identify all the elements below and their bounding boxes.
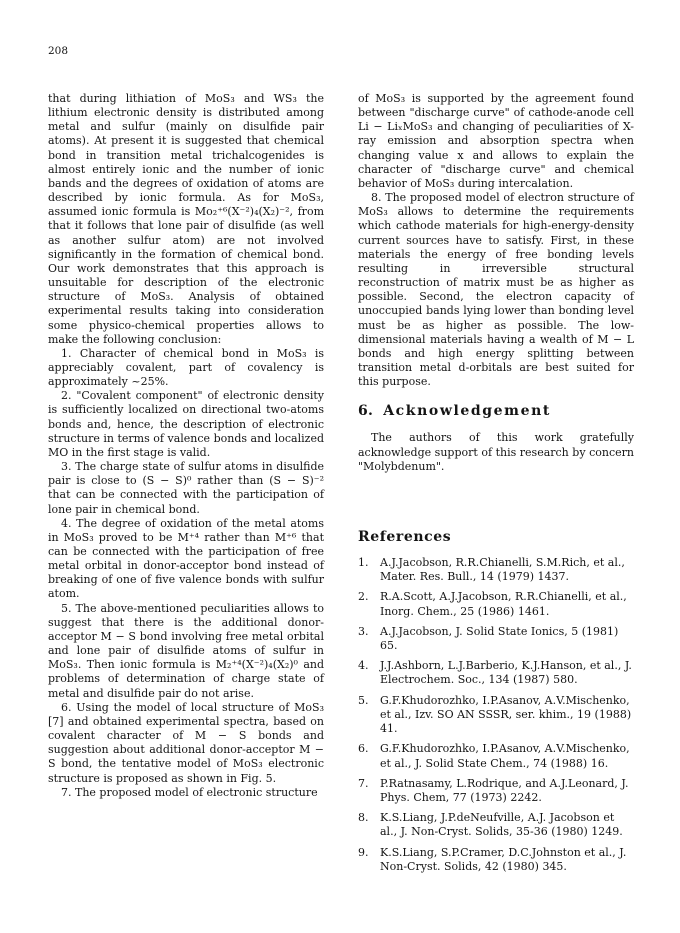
conclusion-item: 5. The above-mentioned peculiarities allows to suggest that there is the additional donor-acceptor M − S bond involving free metal orbital and lone pair of disulfide atoms of sulfur in MoS₃. Then ionic formula is M₂⁺⁴(X⁻²)₄(X₂)⁰ and problems of determination of charge state of metal and disulfide pair do not arise. <box>48 601 324 700</box>
reference-item <box>358 625 634 653</box>
reference-number: 6. <box>358 742 369 756</box>
right-column <box>358 92 634 880</box>
page-number: 208 <box>48 45 69 57</box>
reference-text: G.F.Khudorozhko, I.P.Asanov, A.V.Mischenko, et al., Izv. SO AN SSSR, ser. khim., 19 (1988) 41. <box>380 693 632 736</box>
reference-text: J.J.Ashborn, L.J.Barberio, K.J.Hanson, et al., J. Electrochem. Soc., 134 (1987) 580. <box>380 659 632 687</box>
reference-item <box>358 556 634 584</box>
acknowledgement-heading <box>358 404 634 418</box>
reference-number: 9. <box>358 845 369 859</box>
reference-item <box>358 846 634 874</box>
references-heading: References <box>358 528 452 545</box>
reference-number: 8. <box>358 811 369 825</box>
reference-item <box>358 659 634 687</box>
conclusion-item: 7. The proposed model of electronic structure <box>61 785 318 799</box>
paragraph: of MoS₃ is supported by the agreement found between "discharge curve" of cathode-anode cell Li − LiₓMoS₃ and changing of peculiarities of X-ray emission and absorption spectra when changing value x and allows to explain the character of "discharge curve" and chemical behavior of MoS₃ during intercalation. <box>358 92 634 190</box>
reference-text: K.S.Liang, S.P.Cramer, D.C.Johnston et al., J. Non-Cryst. Solids, 42 (1980) 345. <box>380 845 627 873</box>
reference-number: 7. <box>358 776 369 790</box>
reference-text: K.S.Liang, J.P.deNeufville, A.J. Jacobson et al., J. Non-Cryst. Solids, 35-36 (1980) 1249. <box>380 811 623 839</box>
section-title: Acknowledgement <box>383 403 551 420</box>
reference-text: P.Ratnasamy, L.Rodrique, and A.J.Leonard, J. Phys. Chem, 77 (1973) 2242. <box>380 776 629 804</box>
paragraph: that during lithiation of MoS₃ and WS₃ the lithium electronic density is distributed among metal and sulfur (mainly on disulfide pair atoms). At present it is suggested that chemical bond in transition metal trichalcogenides is almost entirely ionic and the number of ionic bands and the degrees of oxidation of atoms are described by ionic formula. As for MoS₃, assumed ionic formula is Mo₂⁺⁶(X⁻²)₄(X₂)⁻², from that it follows that lone pair of disulfide (as well as another sulfur atom) are not involved significantly in the formation of chemical bond. Our work demonstrates that this approach is unsuitable for description of the electronic structure of MoS₃. Analysis of obtained experimental results taking into consideration some physico-chemical properties allows to make the following conclusion: <box>48 92 324 346</box>
reference-number: 1. <box>358 556 369 570</box>
conclusion-item: 2. "Covalent component" of electronic density is sufficiently localized on directional two-atoms bonds and, hence, the description of electronic structure in terms of valence bonds and localized MO in the first stage is valid. <box>48 389 324 459</box>
reference-item <box>358 590 634 618</box>
reference-number: 5. <box>358 693 369 707</box>
reference-number: 3. <box>358 624 369 638</box>
conclusion-item: 8. The proposed model of electron structure of MoS₃ allows to determine the requirements which cathode materials for high-energy-density current sources have to satisfy. First, in these materials the energy of free bonding levels resulting in irreversible structural reconstruction of matrix must be as higher as possible. Second, the electron capacity of unoccupied bands lying lower than bonding level must be as higher as possible. The low-dimensional materials having a wealth of M − L bonds and high energy splitting between transition metal d-orbitals are best suited for this purpose. <box>358 191 634 389</box>
reference-text: A.J.Jacobson, R.R.Chianelli, S.M.Rich, et al., Mater. Res. Bull., 14 (1979) 1437. <box>380 556 625 584</box>
reference-list <box>358 556 634 874</box>
reference-text: G.F.Khudorozhko, I.P.Asanov, A.V.Mischenko, et al., J. Solid State Chem., 74 (1988) 16. <box>380 742 630 770</box>
reference-number: 4. <box>358 659 369 673</box>
conclusion-item: 4. The degree of oxidation of the metal atoms in MoS₃ proved to be M⁺⁴ rather than M⁺⁶ that can be connected with the participation of free metal orbital in donor-acceptor bond instead of breaking of one of five valence bonds with sulfur atom. <box>48 516 324 601</box>
reference-item <box>358 777 634 805</box>
reference-text: R.A.Scott, A.J.Jacobson, R.R.Chianelli, et al., Inorg. Chem., 25 (1986) 1461. <box>380 590 627 618</box>
left-column <box>48 92 324 800</box>
conclusion-item: 6. Using the model of local structure of MoS₃ [7] and obtained experimental spectra, based on covalent character of M − S bonds and suggestion about additional donor-acceptor M − S bond, the tentative model of MoS₃ electronic structure is proposed as shown in Fig. 5. <box>48 700 324 785</box>
reference-item <box>358 742 634 770</box>
reference-item <box>358 694 634 737</box>
conclusion-item: 3. The charge state of sulfur atoms in disulfide pair is close to (S − S)⁰ rather than (S − S)⁻² that can be connected with the participation of lone pair in chemical bond. <box>48 460 324 516</box>
acknowledgement-text: The authors of this work gratefully acknowledge support of this research by concern "Molybdenum". <box>358 431 634 473</box>
section-number: 6. <box>358 403 374 420</box>
reference-item <box>358 811 634 839</box>
reference-number: 2. <box>358 590 369 604</box>
reference-text: A.J.Jacobson, J. Solid State Ionics, 5 (1981) 65. <box>380 624 619 653</box>
conclusion-item: 1. Character of chemical bond in MoS₃ is appreciably covalent, part of covalency is approximately ~25%. <box>48 346 324 389</box>
